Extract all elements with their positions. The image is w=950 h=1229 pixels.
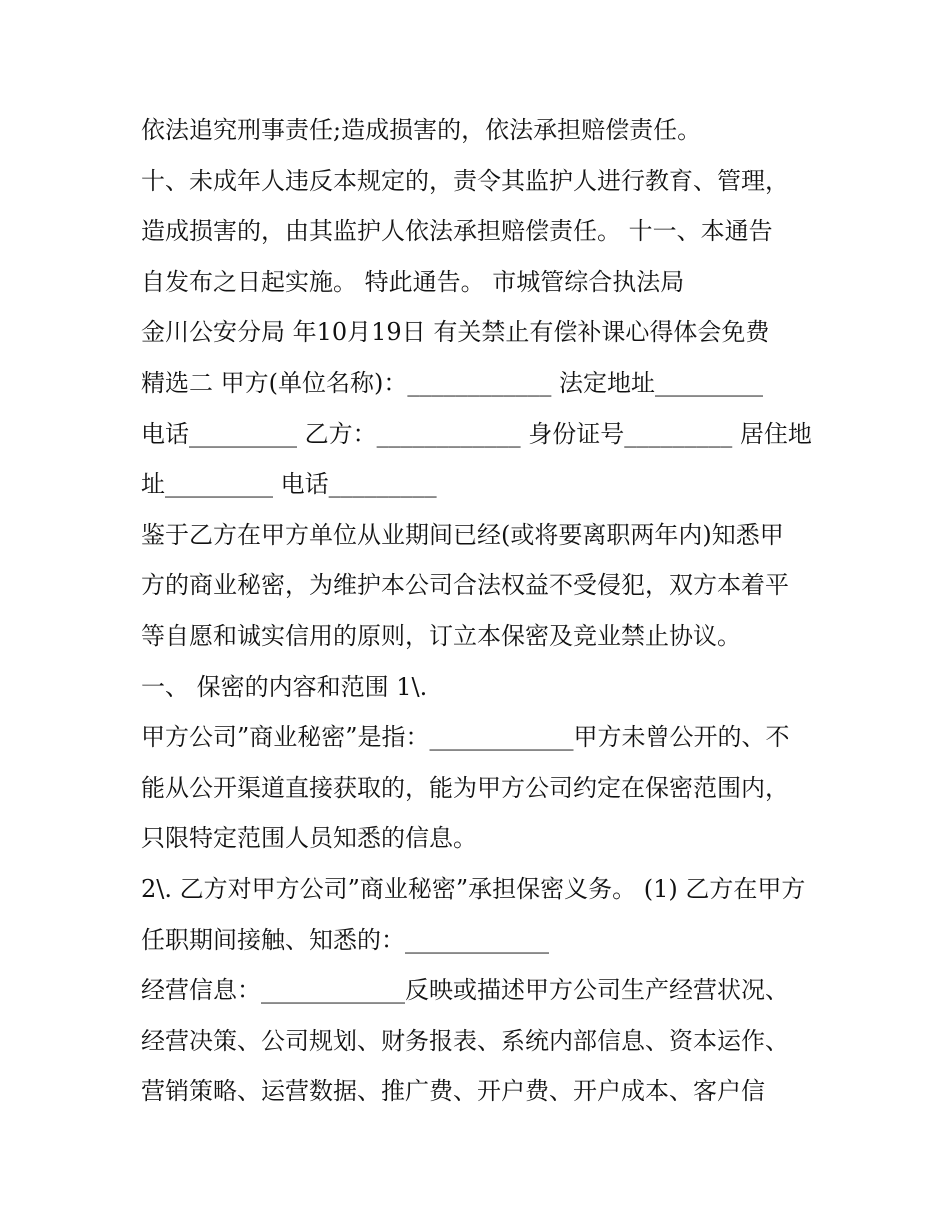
- paragraph-line: 造成损害的，由其监护人依法承担赔偿责任。 十一、本通告: [141, 217, 773, 246]
- paragraph-line: 能从公开渠道直接获取的，能为甲方公司约定在保密范围内，: [141, 773, 789, 802]
- paragraph-line: 甲方公司”商业秘密”是指：____________甲方未曾公开的、不: [141, 723, 790, 752]
- paragraph-line: 依法追究刑事责任;造成损害的，依法承担赔偿责任。: [141, 116, 702, 144]
- paragraph-line: 经营信息：____________反映或描述甲方公司生产经营状况、: [141, 976, 789, 1005]
- paragraph-line: 2\. 乙方对甲方公司”商业秘密”承担保密义务。 (1) 乙方在甲方: [141, 874, 806, 903]
- document-body: [141, 105, 831, 1117]
- paragraph-line: 方的商业秘密，为维护本公司合法权益不受侵犯，双方本着平: [141, 571, 789, 600]
- paragraph-line: 营销策略、运营数据、推广费、开户费、开户成本、客户信: [141, 1077, 765, 1106]
- paragraph-line: 经营决策、公司规划、财务报表、系统内部信息、资本运作、: [141, 1026, 789, 1055]
- paragraph-line: 任职期间接触、知悉的：____________: [141, 925, 549, 954]
- paragraph-line: 只限特定范围人员知悉的信息。: [141, 824, 477, 853]
- paragraph-line: 等自愿和诚实信用的原则，订立本保密及竞业禁止协议。: [141, 621, 741, 650]
- paragraph-line: 金川公安分局 年10月19日 有关禁止有偿补课心得体会免费: [141, 318, 770, 347]
- section-heading: 一、 保密的内容和范围 1\.: [141, 672, 428, 701]
- paragraph-line: 址_________ 电话_________: [141, 470, 437, 499]
- paragraph-line: 电话_________ 乙方：____________ 身份证号_________ 居住地: [141, 419, 812, 448]
- paragraph-line: 自发布之日起实施。 特此通告。 市城管综合执法局: [141, 267, 685, 296]
- paragraph-line: 鉴于乙方在甲方单位从业期间已经(或将要离职两年内)知悉甲: [141, 520, 784, 549]
- paragraph-line: 十、未成年人违反本规定的，责令其监护人进行教育、管理，: [141, 166, 789, 195]
- paragraph-line: 精选二 甲方(单位名称)：____________ 法定地址_________: [141, 368, 763, 397]
